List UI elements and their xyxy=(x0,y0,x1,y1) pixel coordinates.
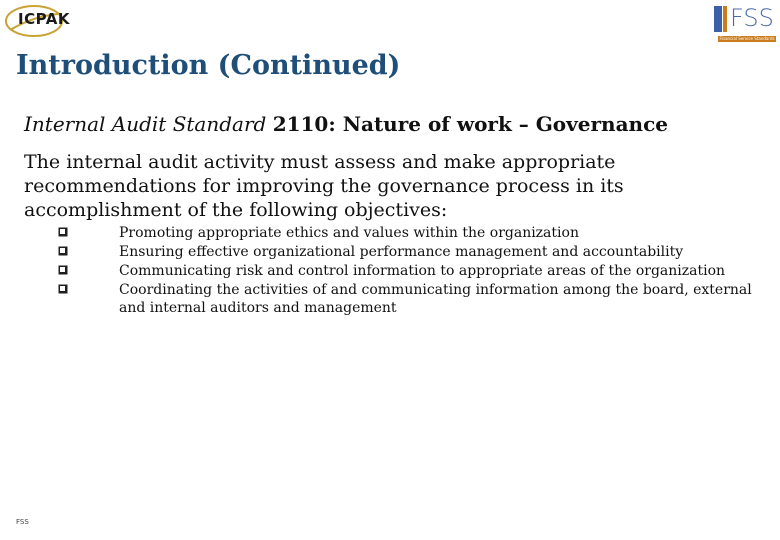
checkbox-bullet-icon xyxy=(58,284,68,294)
fss-logo-text: FSS xyxy=(730,4,774,32)
list-item-text: Communicating risk and control information to appropriate areas of the organization xyxy=(119,263,726,279)
slide-subtitle xyxy=(24,112,668,136)
checkbox-bullet-icon xyxy=(58,246,68,256)
list-item-text: Ensuring effective organizational performance management and accountability xyxy=(119,244,684,260)
fss-logo xyxy=(712,2,776,42)
subtitle-topic: 2110: Nature of work – Governance xyxy=(272,112,668,136)
icpak-logo-text: ICPAK xyxy=(18,10,70,28)
footer-label: FSS xyxy=(16,518,29,526)
icpak-logo xyxy=(4,4,70,38)
subtitle-standard: Internal Audit Standard xyxy=(24,112,267,136)
checkbox-bullet-icon xyxy=(58,265,68,275)
list-item-text: Promoting appropriate ethics and values within the organization xyxy=(119,225,579,241)
list-item-text: Coordinating the activities of and communicating information among the board, external and internal auditors and management xyxy=(119,282,752,316)
list-item xyxy=(58,224,773,242)
list-item xyxy=(58,281,773,317)
slide-title: Introduction (Continued) xyxy=(16,50,401,81)
intro-paragraph: The internal audit activity must assess and make appropriate recommendations for improving the governance process in its accomplishment of the following objectives: xyxy=(24,151,624,221)
list-item xyxy=(58,243,773,261)
fss-logo-tagline: Financial Service Standards xyxy=(719,36,775,41)
checkbox-bullet-icon xyxy=(58,227,68,237)
list-item xyxy=(58,262,773,280)
objectives-list xyxy=(58,224,773,318)
